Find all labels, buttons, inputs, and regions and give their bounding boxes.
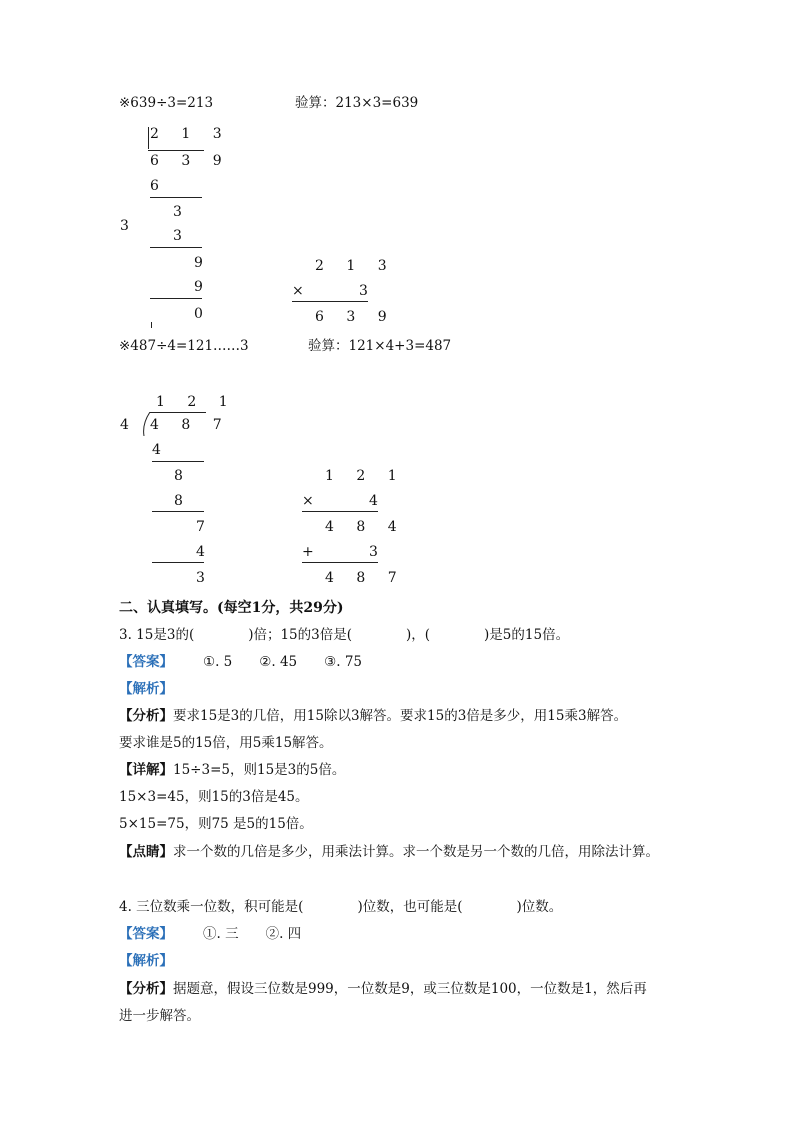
section-title: 二、认真填写。(每空1分，共29分) [119, 600, 344, 616]
q3-fenxi-2: 要求谁是5的15倍，用5乘15解答。 [119, 735, 333, 751]
q3-dianjing: 求一个数的几倍是多少，用乘法计算。求一个数是另一个数的几倍，用除法计算。 [173, 844, 659, 860]
q3-answer-row [119, 656, 362, 670]
calc2-mult-mid: 4 8 4 [325, 519, 406, 535]
calc1-step: 0 [194, 306, 212, 322]
q4-answer: ①. 三 ②. 四 [203, 926, 302, 942]
calc1-mult-line [292, 301, 368, 302]
calc1-mult-sign: × [292, 283, 304, 299]
calc2-step: 7 [196, 519, 214, 535]
calc2-plus-num: 3 [369, 544, 387, 560]
calc2-mult-sign: × [302, 493, 314, 509]
calc1-equation: ※639÷3=213 [119, 95, 214, 111]
calc2-plus-line [302, 562, 378, 563]
answer-label: 【答案】 [119, 926, 173, 942]
calc2-quotient: 1 2 1 [156, 394, 237, 410]
calc2-division-bar [150, 412, 206, 413]
calc2-divisor: 4 [120, 417, 129, 433]
calc1-tick-mark [151, 322, 152, 328]
calc2-mult-result: 4 8 7 [325, 570, 406, 586]
calc1-mult-result: 6 3 9 [315, 309, 396, 325]
q3-xiangjie-1: 15÷3=5，则15是3的5倍。 [173, 762, 346, 778]
q4-fenxi-2: 进一步解答。 [119, 1008, 200, 1024]
calc1-step: 9 [194, 279, 212, 295]
calc2-step-line [152, 461, 204, 462]
calc2-step: 3 [196, 570, 214, 586]
q3-fenxi-1: 要求15是3的几倍，用15除以3解答。要求15的3倍是多少，用15乘3解答。 [173, 708, 628, 724]
calc1-divisor: 3 [120, 218, 129, 234]
calc1-step: 3 [173, 204, 191, 220]
q3-xiangjie-row [119, 764, 345, 778]
calc2-mult-line [302, 511, 378, 512]
calc1-mult-num: 3 [359, 283, 377, 299]
calc1-quotient: 2 1 3 [150, 126, 231, 142]
calc2-dividend: 4 8 7 [150, 417, 231, 433]
q3-xiangjie-3: 5×15=75，则75 是5的15倍。 [119, 816, 313, 832]
calc2-mult-num: 4 [369, 493, 387, 509]
calc1-step-line [150, 247, 202, 248]
calc2-step: 4 [196, 544, 214, 560]
q4-fenxi-row [119, 983, 647, 997]
calc1-division-bar [148, 150, 204, 151]
xiangjie-label: 【详解】 [119, 762, 173, 778]
calc2-step: 8 [174, 468, 192, 484]
calc1-step-line [150, 298, 202, 299]
q4-answer-row [119, 928, 301, 942]
fenxi-label: 【分析】 [119, 708, 173, 724]
calc2-step-line [152, 511, 204, 512]
calc2-step: 8 [174, 493, 192, 509]
answer-label: 【答案】 [119, 654, 173, 670]
calc2-plus-sign: + [302, 544, 314, 560]
calc1-step: 3 [173, 228, 191, 244]
q4-question: 4. 三位数乘一位数，积可能是( )位数，也可能是( )位数。 [119, 899, 563, 915]
calc1-check: 验算：213×3=639 [295, 95, 419, 111]
calc1-step: 6 [150, 178, 168, 194]
calc1-dividend: 6 3 9 [150, 153, 231, 169]
fenxi-label: 【分析】 [119, 981, 173, 997]
q4-fenxi-1: 据题意，假设三位数是999，一位数是9，或三位数是100，一位数是1，然后再 [173, 981, 647, 997]
q3-question: 3. 15是3的( )倍；15的3倍是( )，( )是5的15倍。 [119, 627, 570, 643]
q3-answer: ①. 5 ②. 45 ③. 75 [203, 654, 363, 670]
q4-analysis-label: 【解析】 [119, 953, 173, 969]
calc2-step: 4 [152, 442, 170, 458]
q3-analysis-label: 【解析】 [119, 681, 173, 697]
calc2-check: 验算：121×4+3=487 [308, 338, 452, 354]
calc2-step-line [152, 562, 204, 563]
q3-fenxi-row [119, 710, 627, 724]
calc1-mult-top: 2 1 3 [315, 258, 396, 274]
dianjing-label: 【点睛】 [119, 844, 173, 860]
q3-xiangjie-2: 15×3=45，则15的3倍是45。 [119, 789, 309, 805]
q3-dianjing-row [119, 846, 659, 860]
calc1-step-line [150, 197, 202, 198]
calc1-division-bracket [148, 127, 149, 149]
calc2-mult-top: 1 2 1 [325, 468, 406, 484]
calc2-equation: ※487÷4=121……3 [119, 338, 249, 354]
calc1-step: 9 [194, 255, 212, 271]
